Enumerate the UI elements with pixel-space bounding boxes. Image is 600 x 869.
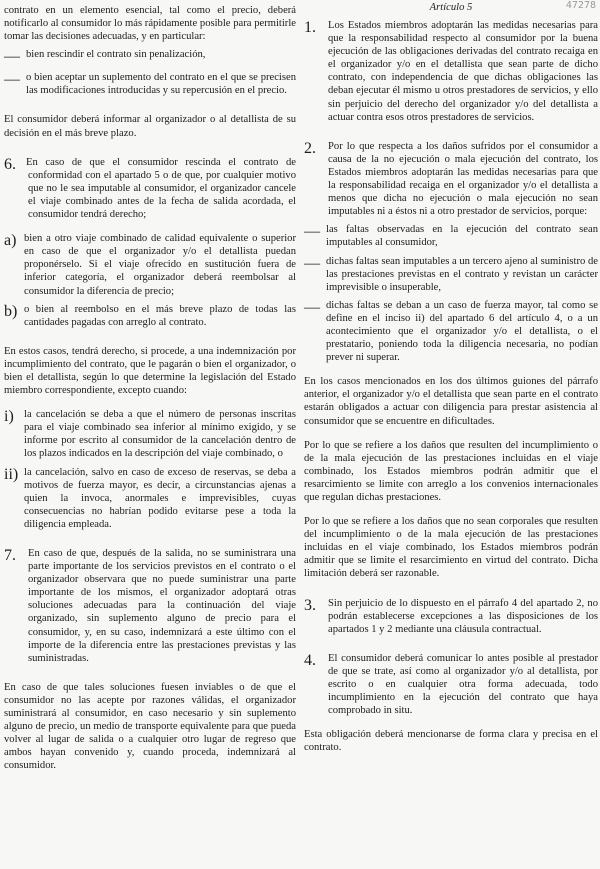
article-heading: Artículo 5 [429,2,473,13]
left-column [4,0,296,773]
paragraph: En los casos mencionados en los dos últimos guiones del párrafo anterior, el organizador y/o el detallista que sean parte en el contrato estarán obligados a actuar con diligencia para prestar asistencia al consumidor que se encuentre en dificultades. [304,376,598,427]
bullet-item: — dichas faltas sean imputables a un tercero ajeno al suministro de las prestaciones previstas en el contrato y revistan un carácter imprevisible o insuperable, [304,254,598,293]
paragraph: En estos casos, tendrá derecho, si procede, a una indemnización por incumplimiento del contrato, que le pagarán o bien el organizador, o bien el detallista, según lo que determine la legislación del Estado miembro correspondiente, excepto cuando: [4,345,296,397]
bullet-item: — o bien aceptar un suplemento del contrato en el que se precisen las modificaciones introducidas y su repercusión en el precio. [4,71,296,97]
paragraph: Por lo que se refiere a los daños que no sean corporales que resulten del incumplimiento o de la mala ejecución de las prestaciones incluidas en el viaje combinado, los Estados miembros podrán admitir que se limite el resarcimiento en virtud del contrato. Dicha limitación deberá ser razonable. [304,516,598,580]
paragraph: Por lo que se refiere a los daños que resulten del incumplimiento o de la mala ejecución de las prestaciones incluidas en el viaje combinado, los Estados miembros podrán admitir que el resarcimiento se limite con arreglo a los convenios internacionales que regulan dichas prestaciones. [304,439,598,503]
bullet-item: — bien rescindir el contrato sin penalización, [4,48,206,66]
paragraph: El consumidor deberá informar al organizador o al detallista de su decisión en el más breve plazo. [4,114,296,139]
bullet-item: — las faltas observadas en la ejecución del contrato sean imputables al consumidor, [304,223,598,249]
paragraph: contrato en un elemento esencial, tal como el precio, deberá notificarlo al consumidor lo más rápidamente posible para permitirle tomar las decisiones adecuadas, y en particular: [4,5,296,43]
section-4: 4. El consumidor deberá comunicar lo antes posible al prestador de que se trate, así como al organizador y/o al detallista, por escrito o en cualquier otra forma adecuada, todo incumplimiento en la ejecución del contrato que haya comprobado in situ. [304,651,598,717]
right-column [304,0,598,755]
list-item-ii: ii) la cancelación, salvo en caso de exceso de reservas, se deba a motivos de fuerza mayor, es decir, a circunstancias ajenas a quien la invoca, anormales e imprevisibles, cuyas consecuencias no habrían podido evitarse pese a toda la diligencia empleada. [4,465,296,530]
section-2: 2. Por lo que respecta a los daños sufridos por el consumidor a causa de la no ejecución o mala ejecución del contrato, los Estados miembros adoptarán las medidas necesarias para que la responsabilidad recaiga en el organizador y/o el detallista a menos que dicha no ejecución o mala ejecución no sean imputables ni a éstos ni a otro prestador de servicios, porque: [304,139,598,218]
section-3: 3. Sin perjuicio de lo dispuesto en el párrafo 4 del apartado 2, no podrán establecerse excepciones a las disposiciones de los apartados 1 y 2 mediante una cláusula contractual. [304,596,598,635]
section-1: 1. Los Estados miembros adoptarán las medidas necesarias para que la responsabilidad respecto al consumidor por la buena ejecución de las obligaciones derivadas del contrato recaiga en el organizador y/o en el detallista que sean parte de dicho contrato, con independencia de que dichas obligaciones las deban ejecutar él mismo u otros prestadores de servicios, y ello sin perjuicio del derecho del organizador y/o del detallista a actuar contra esos otros prestadores de servicios. [304,19,598,123]
list-item-i: i) la cancelación se deba a que el número de personas inscritas para el viaje combinado sea inferior al mínimo exigido, y se informe por escrito al consumidor de la cancelación dentro de los plazos indicados en la descripción del viaje combinado, o [4,408,296,460]
paragraph: Esta obligación deberá mencionarse de forma clara y precisa en el contrato. [304,729,598,754]
section-7: 7. En caso de que, después de la salida, no se suministrara una parte importante de los servicios previstos en el contrato o el organizador observara que no puede suministrar una parte importante de los mismos, el organizador adoptará otras soluciones adecuadas para la continuación del viaje organizado, sin suplemento alguno de precio para el consumidor, y, en su caso, indemnizará a este último con el importe de la diferencia entre las prestaciones previstas y las suministradas. [4,547,296,664]
page-stamp: 47278 [565,0,596,11]
section-6: 6. En caso de que el consumidor rescinda el contrato de conformidad con el apartado 5 o de que, por cualquier motivo que no le sea imputable al consumidor, el organizador cancele el viaje combinado antes de la fecha de salida acordada, el consumidor tendrá derecho; [4,155,296,221]
paragraph: En caso de que tales soluciones fuesen inviables o de que el consumidor no las acepte por razones válidas, el organizador suministrará al consumidor, en caso necesario y sin suplemento alguno de precio, un medio de transporte equivalente para que pueda volver al lugar de salida o a cualquier otro lugar de regreso que ambos hayan convenido y, cuando proceda, indemnizará al consumidor. [4,681,296,772]
bullet-item: — dichas faltas se deban a un caso de fuerza mayor, tal como se define en el inciso ii) del apartado 6 del artículo 4, o a un acontecimiento que el organizador y/o el detallista, o el prestatario, poniendo toda la diligencia necesaria, no podían prever ni superar. [304,298,598,364]
list-item-b: b) o bien al reembolso en el más breve plazo de todas las cantidades pagadas con arreglo al contrato. [4,302,296,328]
list-item-a: a) bien a otro viaje combinado de calidad equivalente o superior en caso de que el organizador y/o el detallista puedan proponérselo. Si el viaje ofrecido en sustitución fuera de inferior categoría, el organizador deberá reembolsar al consumidor la diferencia de precio; [4,232,296,297]
